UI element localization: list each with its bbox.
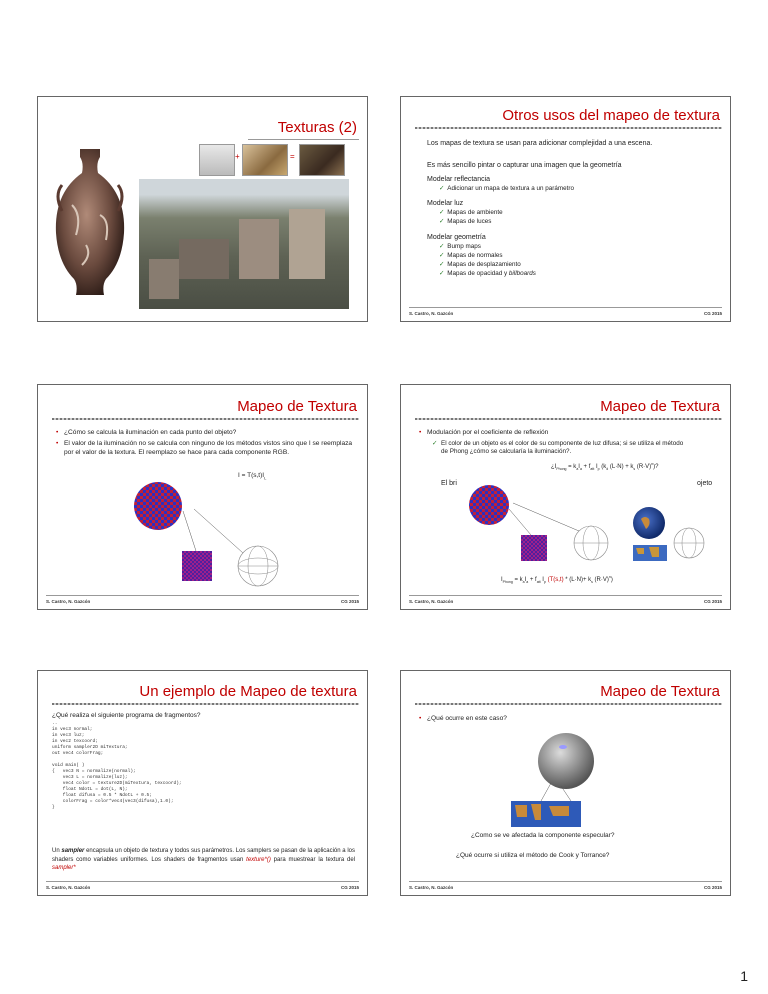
question-specular: ¿Como se ve afectada la componente especular? bbox=[471, 832, 615, 839]
slide-2 bbox=[400, 96, 731, 322]
paragraph-1: Los mapas de textura se usan para adicionar complejidad a una escena. bbox=[427, 140, 653, 147]
check-icon: ✓ bbox=[439, 243, 445, 250]
slide-4 bbox=[400, 384, 731, 610]
list-item: ✓ Mapas de normales bbox=[439, 252, 503, 259]
list-item: ✓ Mapas de ambiente bbox=[439, 209, 503, 216]
paragraph-2: Es más sencillo pintar o capturar una imagen que la geometría bbox=[427, 162, 622, 169]
footer-course: CG 2015 bbox=[703, 311, 722, 316]
footer-course: CG 2015 bbox=[703, 885, 722, 890]
list-item: ✓ Mapas de opacidad y billboards bbox=[439, 270, 536, 277]
slide-1 bbox=[37, 96, 368, 322]
slide-3 bbox=[37, 384, 368, 610]
texture-modulation-illustration bbox=[461, 485, 721, 565]
footer-authors: S. Castro, N. Gazcón bbox=[409, 885, 454, 890]
rule bbox=[415, 127, 722, 129]
plus-sign: + bbox=[235, 152, 240, 161]
slide-5 bbox=[37, 670, 368, 896]
footer-rule bbox=[409, 307, 722, 308]
list-item: ✓ Mapas de luces bbox=[439, 218, 492, 225]
partial-text-right: ojeto bbox=[697, 480, 713, 487]
rule bbox=[415, 703, 722, 705]
question-cook-torrance: ¿Qué ocurre si utiliza el método de Cook y Torrance? bbox=[456, 852, 610, 859]
vase-image bbox=[50, 145, 130, 305]
phong-question: ¿$I_{Phong} = k_aI_a + f_{att}$ $I_p$ ($k_d$ $(L\cdot N) + k_s$ $(R\cdot V)^n$)? bbox=[551, 462, 659, 472]
slide-title: Texturas (2) bbox=[277, 119, 357, 136]
slide-title: Otros usos del mapeo de textura bbox=[502, 107, 720, 124]
footer-course: CG 2015 bbox=[703, 599, 722, 604]
list-item: ✓ Bump maps bbox=[439, 243, 481, 250]
slide-title: Mapeo de Textura bbox=[600, 683, 720, 700]
specular-illustration bbox=[501, 731, 621, 831]
corridor-image bbox=[199, 144, 235, 176]
formula: $I = T(s,t)I_L$ bbox=[238, 472, 267, 481]
code-block: .. in vec3 normal; in vec3 luz; in vec2 texcoord; uniform sampler2D miTextura; out vec4 colorFrag; void main( ) { vec3 N = normalize(normal); vec3 L = normalize(luz); vec4 color = texture2D(miTextura, texcoord); float NdotL = dot(L, N); float difusa = 0.5 * NdotL + 0.5; colorFrag = color*vec4(vec3(difusa),1.0); } bbox=[52, 721, 182, 810]
heading-geometria: Modelar geometría bbox=[427, 234, 486, 241]
city-image bbox=[139, 179, 349, 309]
check-icon: ✓ bbox=[432, 440, 438, 447]
rule bbox=[248, 139, 359, 140]
page-number: 1 bbox=[740, 968, 748, 984]
footer-rule bbox=[46, 881, 359, 882]
footer-rule bbox=[409, 881, 722, 882]
footer-authors: S. Castro, N. Gazcón bbox=[46, 599, 91, 604]
textured-room-image bbox=[299, 144, 345, 176]
room-image bbox=[242, 144, 288, 176]
footer-rule bbox=[409, 595, 722, 596]
texture-mapping-illustration bbox=[128, 481, 298, 591]
equals-sign: = bbox=[290, 152, 295, 161]
check-icon: ✓ bbox=[439, 252, 445, 259]
footer-authors: S. Castro, N. Gazcón bbox=[409, 311, 454, 316]
bullet-1: • ¿Cómo se calcula la iluminación en cada punto del objeto? bbox=[64, 429, 354, 438]
sampler-paragraph: Un sampler encapsula un objeto de textura y todos sus parámetros. Los samplers se pasan de la aplicación a los shaders como variables uniformes. Los shaders de fragmentos usan texture*() para muestrear la textura del sampler* bbox=[52, 848, 356, 871]
list-item: ✓ El color de un objeto es el color de su componente de luz difusa; si se utiliza el método de Phong ¿cómo se calcularía la iluminación?. bbox=[432, 440, 684, 455]
slide-title: Mapeo de Textura bbox=[600, 398, 720, 415]
footer-course: CG 2015 bbox=[340, 599, 359, 604]
check-icon: ✓ bbox=[439, 270, 445, 277]
check-icon: ✓ bbox=[439, 261, 445, 268]
check-icon: ✓ bbox=[439, 218, 445, 225]
rule bbox=[415, 418, 722, 420]
question: ¿Qué realiza el siguiente programa de fragmentos? bbox=[52, 712, 201, 719]
check-icon: ✓ bbox=[439, 209, 445, 216]
heading-reflectancia: Modelar reflectancia bbox=[427, 176, 491, 183]
slide-title: Mapeo de Textura bbox=[237, 398, 357, 415]
bullet-2: • El valor de la iluminación no se calcula con ninguno de los métodos vistos sino que I se reemplaza por el valor de la textura. El reemplazo se hace para cada componente RGB. bbox=[64, 440, 354, 457]
slide-title: Un ejemplo de Mapeo de textura bbox=[139, 683, 357, 700]
slide-6 bbox=[400, 670, 731, 896]
bullet-1: • Modulación por el coeficiente de reflexión bbox=[427, 429, 548, 438]
footer-authors: S. Castro, N. Gazcón bbox=[46, 885, 91, 890]
footer-rule bbox=[46, 595, 359, 596]
heading-luz: Modelar luz bbox=[427, 200, 464, 207]
check-icon: ✓ bbox=[439, 185, 445, 192]
bullet-1: • ¿Qué ocurre en este caso? bbox=[427, 715, 507, 724]
list-item: ✓ Mapas de desplazamiento bbox=[439, 261, 521, 268]
phong-formula: $I_{Phong} = k_aI_a + f_{att}$ $I_p$ ($T(s,t) * (L\cdot N)+ k_s$ $(R\cdot V)^n$) bbox=[501, 575, 613, 585]
rule bbox=[52, 703, 359, 705]
footer-course: CG 2015 bbox=[340, 885, 359, 890]
rule bbox=[52, 418, 359, 420]
partial-text-left: El bri bbox=[441, 480, 457, 487]
list-item: ✓ Adicionar un mapa de textura a un parámetro bbox=[439, 185, 574, 192]
footer-authors: S. Castro, N. Gazcón bbox=[409, 599, 454, 604]
